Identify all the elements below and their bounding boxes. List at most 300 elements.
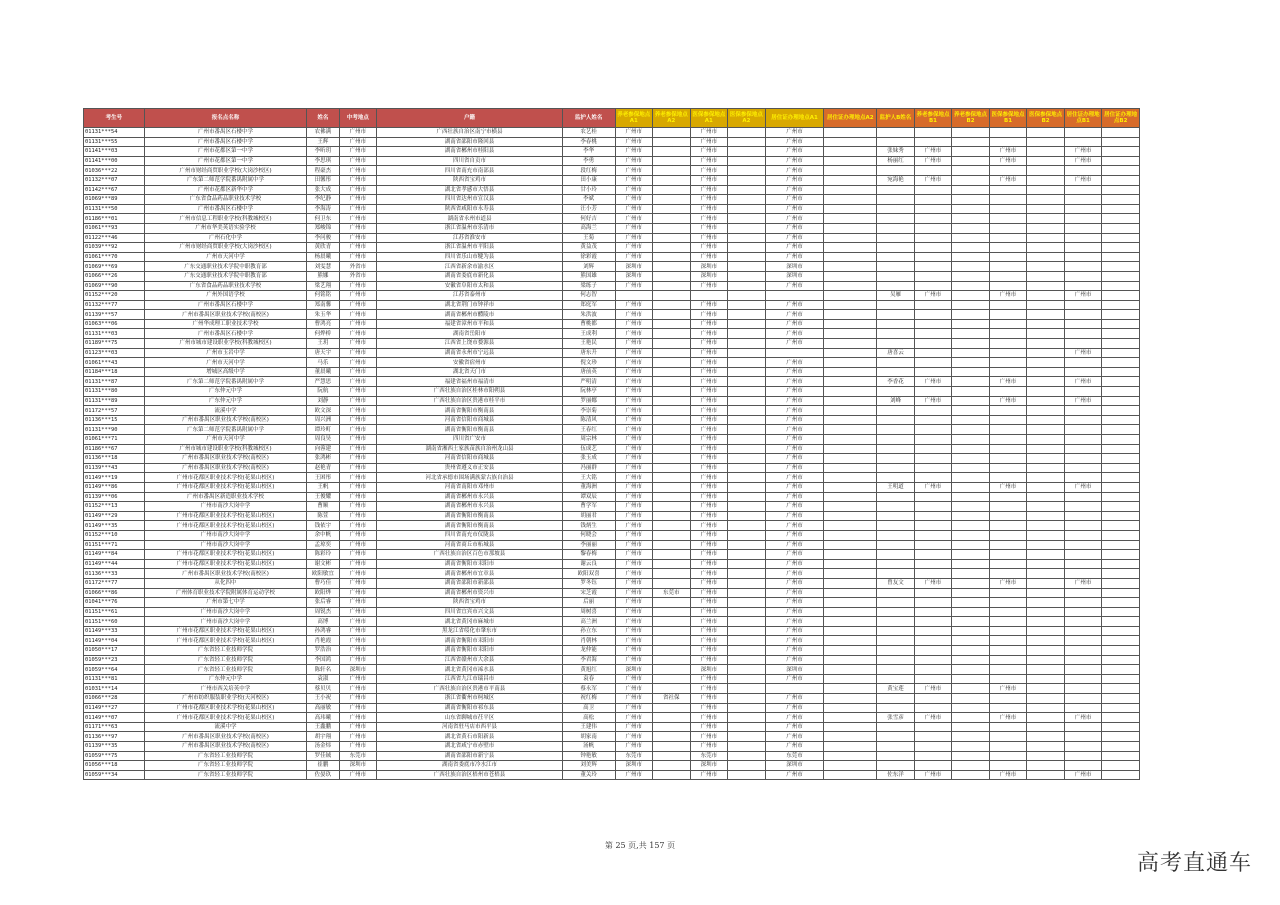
table-cell bbox=[728, 684, 766, 694]
table-cell: 湖北省天门市 bbox=[377, 367, 563, 377]
table-cell: 广州市花都区第一中学 bbox=[144, 147, 306, 157]
table-cell: 广州市 bbox=[989, 578, 1027, 588]
table-cell: 刘美辉 bbox=[562, 761, 615, 771]
table-cell: 广州市 bbox=[765, 310, 824, 320]
table-cell bbox=[914, 415, 952, 425]
table-cell bbox=[728, 761, 766, 771]
table-cell bbox=[653, 674, 691, 684]
table-cell: 广州市 bbox=[615, 406, 653, 416]
table-cell: 贵州省遵义市正安县 bbox=[377, 463, 563, 473]
table-cell: 广州市 bbox=[765, 521, 824, 531]
table-row bbox=[84, 137, 1140, 147]
table-cell: 王俊耀 bbox=[307, 492, 339, 502]
table-cell bbox=[653, 243, 691, 253]
table-cell bbox=[1102, 377, 1140, 387]
table-row bbox=[84, 243, 1140, 253]
col-header: 养老参保地点A1 bbox=[615, 109, 653, 128]
table-cell: 01056***18 bbox=[84, 761, 145, 771]
table-cell bbox=[728, 214, 766, 224]
table-cell: 01149***86 bbox=[84, 482, 145, 492]
table-cell: 广州市 bbox=[765, 636, 824, 646]
table-cell: 广州市 bbox=[690, 435, 728, 445]
table-cell bbox=[824, 655, 877, 665]
col-header: 养老参保地点B2 bbox=[952, 109, 990, 128]
table-cell bbox=[728, 329, 766, 339]
table-cell bbox=[824, 310, 877, 320]
table-cell: 湖南省湘西土家族苗族自治州龙山县 bbox=[377, 444, 563, 454]
table-cell bbox=[1064, 511, 1102, 521]
table-cell bbox=[989, 607, 1027, 617]
table-cell bbox=[952, 271, 990, 281]
table-cell: 广州市花都区职业技术学校(花果山校区) bbox=[144, 521, 306, 531]
table-cell: 袁淑 bbox=[307, 674, 339, 684]
table-cell bbox=[1102, 588, 1140, 598]
table-cell: 01139***57 bbox=[84, 310, 145, 320]
col-header: 居住证办理地点B2 bbox=[1102, 109, 1140, 128]
table-cell: 01066***86 bbox=[84, 588, 145, 598]
table-cell: 广州市 bbox=[765, 300, 824, 310]
table-row bbox=[84, 521, 1140, 531]
table-cell: 何卫东 bbox=[307, 214, 339, 224]
table-cell: 刘峰 bbox=[877, 396, 915, 406]
table-cell bbox=[989, 732, 1027, 742]
table-cell: 01131***80 bbox=[84, 387, 145, 397]
table-cell: 广州市 bbox=[339, 511, 377, 521]
table-cell: 广州市番禺区石楼中学 bbox=[144, 128, 306, 138]
table-cell: 深圳市 bbox=[765, 271, 824, 281]
table-cell bbox=[824, 425, 877, 435]
table-cell bbox=[728, 482, 766, 492]
table-cell: 湖南省衡阳市衡南县 bbox=[377, 511, 563, 521]
table-cell bbox=[952, 742, 990, 752]
table-cell: 谭玲町 bbox=[307, 425, 339, 435]
table-cell: 广州市 bbox=[765, 406, 824, 416]
table-cell bbox=[1102, 684, 1140, 694]
table-cell bbox=[914, 243, 952, 253]
table-cell bbox=[952, 204, 990, 214]
table-cell bbox=[989, 415, 1027, 425]
table-cell bbox=[1064, 463, 1102, 473]
table-cell: 广州市番禺区职业技术学校(南校区) bbox=[144, 742, 306, 752]
table-cell bbox=[989, 636, 1027, 646]
table-cell bbox=[952, 348, 990, 358]
table-cell: 01184***18 bbox=[84, 367, 145, 377]
table-cell bbox=[1027, 156, 1065, 166]
table-cell: 广州市 bbox=[339, 339, 377, 349]
table-cell bbox=[1064, 425, 1102, 435]
table-cell bbox=[914, 252, 952, 262]
table-cell: 广州市 bbox=[615, 588, 653, 598]
table-cell: 广州市 bbox=[765, 377, 824, 387]
table-cell bbox=[1102, 425, 1140, 435]
table-cell bbox=[653, 684, 691, 694]
table-cell bbox=[952, 713, 990, 723]
table-cell bbox=[952, 569, 990, 579]
table-cell bbox=[914, 550, 952, 560]
table-cell: 唐天宇 bbox=[307, 348, 339, 358]
table-cell: 广州市 bbox=[690, 578, 728, 588]
table-cell: 01149***27 bbox=[84, 703, 145, 713]
table-cell bbox=[824, 713, 877, 723]
table-cell bbox=[653, 482, 691, 492]
table-cell: 广州市 bbox=[615, 482, 653, 492]
table-row bbox=[84, 310, 1140, 320]
table-cell bbox=[1064, 262, 1102, 272]
table-cell bbox=[952, 166, 990, 176]
table-cell: 朱洪波 bbox=[562, 310, 615, 320]
table-cell: 广州市 bbox=[339, 636, 377, 646]
table-cell: 罗浩治 bbox=[307, 646, 339, 656]
table-cell bbox=[914, 751, 952, 761]
table-cell: 广州市 bbox=[765, 281, 824, 291]
table-cell bbox=[989, 319, 1027, 329]
table-cell bbox=[824, 300, 877, 310]
table-row bbox=[84, 233, 1140, 243]
table-cell: 四川省广安市 bbox=[377, 435, 563, 445]
table-cell bbox=[728, 578, 766, 588]
table-cell bbox=[824, 348, 877, 358]
table-cell: 王鑫鹏 bbox=[307, 722, 339, 732]
table-cell: 广州市 bbox=[690, 742, 728, 752]
table-cell bbox=[877, 722, 915, 732]
col-header: 养老参保地点B1 bbox=[914, 109, 952, 128]
table-cell bbox=[1102, 607, 1140, 617]
table-cell bbox=[1027, 482, 1065, 492]
table-cell bbox=[824, 128, 877, 138]
table-cell: 浙江省温州市乐清市 bbox=[377, 223, 563, 233]
table-cell bbox=[914, 511, 952, 521]
table-cell bbox=[1027, 367, 1065, 377]
table-cell bbox=[728, 588, 766, 598]
table-cell: 广西壮族自治区梧州市苍梧县 bbox=[377, 770, 563, 780]
table-cell: 01139***06 bbox=[84, 492, 145, 502]
table-cell bbox=[728, 569, 766, 579]
table-cell bbox=[1064, 358, 1102, 368]
table-cell: 湖北省孝感市大悟县 bbox=[377, 185, 563, 195]
table-cell: 01066***26 bbox=[84, 271, 145, 281]
table-cell: 东莞市 bbox=[615, 751, 653, 761]
table-row bbox=[84, 607, 1140, 617]
table-cell bbox=[914, 732, 952, 742]
table-cell: 湖南省郴州市永兴县 bbox=[377, 492, 563, 502]
table-cell bbox=[728, 262, 766, 272]
table-cell bbox=[1027, 137, 1065, 147]
table-row bbox=[84, 463, 1140, 473]
table-cell: 广州市 bbox=[989, 713, 1027, 723]
table-cell bbox=[653, 147, 691, 157]
table-cell: 广州市 bbox=[765, 396, 824, 406]
table-cell bbox=[952, 281, 990, 291]
table-cell: 广州外国语学校 bbox=[144, 291, 306, 301]
table-cell bbox=[989, 492, 1027, 502]
table-cell bbox=[728, 271, 766, 281]
table-cell: 广州市 bbox=[690, 425, 728, 435]
table-cell: 安徽省阜阳市太和县 bbox=[377, 281, 563, 291]
table-cell bbox=[952, 482, 990, 492]
table-cell bbox=[690, 291, 728, 301]
table-cell: 李昕玥 bbox=[307, 147, 339, 157]
table-cell bbox=[877, 761, 915, 771]
table-cell: 广州市 bbox=[690, 387, 728, 397]
table-cell: 广州市华美英语实验学校 bbox=[144, 223, 306, 233]
table-cell bbox=[1102, 473, 1140, 483]
table-cell: 广州市 bbox=[339, 646, 377, 656]
table-cell bbox=[1064, 588, 1102, 598]
table-cell: 01061***71 bbox=[84, 435, 145, 445]
table-cell bbox=[914, 271, 952, 281]
table-cell: 广州市 bbox=[339, 156, 377, 166]
table-row bbox=[84, 252, 1140, 262]
table-cell bbox=[824, 271, 877, 281]
table-row bbox=[84, 550, 1140, 560]
table-cell: 汤帆 bbox=[562, 742, 615, 752]
table-cell bbox=[1027, 559, 1065, 569]
table-cell bbox=[952, 559, 990, 569]
table-cell bbox=[914, 204, 952, 214]
table-cell: 冯丽群 bbox=[562, 463, 615, 473]
table-cell bbox=[1027, 550, 1065, 560]
table-cell: 广州市 bbox=[690, 511, 728, 521]
table-cell: 广州市 bbox=[690, 636, 728, 646]
table-cell bbox=[952, 185, 990, 195]
table-cell bbox=[653, 128, 691, 138]
table-cell bbox=[952, 128, 990, 138]
table-row bbox=[84, 377, 1140, 387]
table-cell: 湖南省衡阳市耒阳市 bbox=[377, 559, 563, 569]
table-cell: 广州市 bbox=[615, 521, 653, 531]
table-cell bbox=[1064, 300, 1102, 310]
table-cell bbox=[1064, 128, 1102, 138]
table-cell bbox=[653, 185, 691, 195]
table-cell bbox=[952, 425, 990, 435]
table-cell: 广州市 bbox=[690, 367, 728, 377]
table-cell bbox=[1064, 559, 1102, 569]
table-cell: 李纪静 bbox=[307, 195, 339, 205]
table-cell bbox=[824, 396, 877, 406]
table-cell: 广州市花都区职业技术学校(花果山校区) bbox=[144, 626, 306, 636]
table-cell: 广州市 bbox=[615, 185, 653, 195]
table-cell bbox=[728, 636, 766, 646]
table-cell: 广州市 bbox=[690, 530, 728, 540]
col-header: 居住证办理地点B1 bbox=[1064, 109, 1102, 128]
table-cell: 广州市 bbox=[615, 770, 653, 780]
table-cell bbox=[1027, 262, 1065, 272]
table-cell bbox=[824, 175, 877, 185]
table-cell bbox=[1027, 233, 1065, 243]
table-cell bbox=[952, 703, 990, 713]
table-cell bbox=[989, 358, 1027, 368]
table-cell bbox=[989, 655, 1027, 665]
table-cell: 广州市 bbox=[615, 319, 653, 329]
table-cell: 李春桃 bbox=[562, 137, 615, 147]
table-cell bbox=[1102, 396, 1140, 406]
table-cell bbox=[1064, 195, 1102, 205]
table-cell bbox=[653, 617, 691, 627]
table-cell bbox=[1102, 204, 1140, 214]
table-cell bbox=[914, 358, 952, 368]
table-cell bbox=[1027, 626, 1065, 636]
table-cell bbox=[877, 252, 915, 262]
table-cell: 流溪中学 bbox=[144, 722, 306, 732]
table-cell: 广州市 bbox=[615, 310, 653, 320]
table-row bbox=[84, 598, 1140, 608]
table-cell bbox=[952, 521, 990, 531]
table-cell: 袁春 bbox=[562, 674, 615, 684]
table-cell: 深圳市 bbox=[615, 761, 653, 771]
table-cell: 广州市纺织服装职业学校(天河校区) bbox=[144, 694, 306, 704]
table-cell bbox=[728, 387, 766, 397]
table-cell bbox=[1027, 511, 1065, 521]
col-header: 医保参保地点B2 bbox=[1027, 109, 1065, 128]
table-cell: 广州市 bbox=[765, 329, 824, 339]
table-cell: 广州市 bbox=[765, 233, 824, 243]
table-cell bbox=[824, 665, 877, 675]
table-cell bbox=[1102, 300, 1140, 310]
table-cell bbox=[728, 511, 766, 521]
table-cell: 广州市 bbox=[765, 770, 824, 780]
table-cell bbox=[952, 540, 990, 550]
table-row bbox=[84, 281, 1140, 291]
table-cell: 广州市 bbox=[615, 396, 653, 406]
table-cell bbox=[824, 511, 877, 521]
table-row bbox=[84, 770, 1140, 780]
table-cell bbox=[728, 655, 766, 665]
table-cell: 广州市 bbox=[615, 559, 653, 569]
table-cell bbox=[824, 444, 877, 454]
table-cell: 广州市 bbox=[615, 367, 653, 377]
table-cell: 何铭铭 bbox=[307, 291, 339, 301]
table-cell: 广州市 bbox=[690, 281, 728, 291]
table-cell: 福建省福州市福清市 bbox=[377, 377, 563, 387]
table-cell: 广州市 bbox=[339, 770, 377, 780]
table-cell bbox=[989, 761, 1027, 771]
table-cell bbox=[728, 339, 766, 349]
table-cell bbox=[1102, 722, 1140, 732]
table-cell bbox=[653, 271, 691, 281]
table-cell bbox=[728, 291, 766, 301]
table-cell bbox=[989, 262, 1027, 272]
table-cell bbox=[1064, 214, 1102, 224]
table-cell: 广州市 bbox=[765, 732, 824, 742]
table-cell bbox=[653, 204, 691, 214]
table-cell: 01152***13 bbox=[84, 502, 145, 512]
table-cell: 广州市城市建设职业学校(科教城校区) bbox=[144, 339, 306, 349]
table-cell: 广州市 bbox=[690, 540, 728, 550]
table-cell: 广州市 bbox=[765, 243, 824, 253]
table-row bbox=[84, 415, 1140, 425]
table-cell: 广州市 bbox=[615, 444, 653, 454]
table-cell: 01139***43 bbox=[84, 463, 145, 473]
table-cell: 曹鸿亮 bbox=[307, 319, 339, 329]
table-cell bbox=[1027, 166, 1065, 176]
table-cell bbox=[728, 559, 766, 569]
table-cell: 谢文彬 bbox=[307, 559, 339, 569]
table-cell bbox=[952, 530, 990, 540]
table-cell: 广州市 bbox=[989, 396, 1027, 406]
table-cell: 张大成 bbox=[307, 185, 339, 195]
table-cell bbox=[952, 655, 990, 665]
table-cell: 广州市 bbox=[615, 530, 653, 540]
table-cell: 从化四中 bbox=[144, 578, 306, 588]
table-cell bbox=[914, 406, 952, 416]
table-cell bbox=[1027, 463, 1065, 473]
table-cell bbox=[877, 607, 915, 617]
table-cell: 广州市 bbox=[615, 626, 653, 636]
table-cell bbox=[1102, 540, 1140, 550]
table-cell: 广州市 bbox=[690, 492, 728, 502]
table-cell: 广州市花都区职业技术学校(花果山校区) bbox=[144, 713, 306, 723]
table-cell bbox=[728, 147, 766, 157]
table-cell: 广西壮族自治区南宁市横县 bbox=[377, 128, 563, 138]
table-cell bbox=[728, 223, 766, 233]
table-cell: 湖南省邵阳市新宁县 bbox=[377, 751, 563, 761]
table-row bbox=[84, 156, 1140, 166]
table-cell: 刘辉 bbox=[562, 262, 615, 272]
table-cell bbox=[877, 233, 915, 243]
table-cell bbox=[728, 617, 766, 627]
table-cell bbox=[728, 195, 766, 205]
table-cell bbox=[1027, 243, 1065, 253]
table-cell: 深圳市 bbox=[690, 262, 728, 272]
table-cell: 广州市 bbox=[690, 521, 728, 531]
table-cell bbox=[1027, 521, 1065, 531]
table-cell: 广州市 bbox=[339, 626, 377, 636]
table-cell bbox=[1027, 530, 1065, 540]
table-cell: 深圳市 bbox=[615, 665, 653, 675]
table-cell bbox=[728, 540, 766, 550]
table-row bbox=[84, 271, 1140, 281]
table-cell bbox=[952, 463, 990, 473]
table-cell bbox=[653, 339, 691, 349]
table-cell: 曹学军 bbox=[562, 502, 615, 512]
table-cell: 广州市 bbox=[765, 569, 824, 579]
table-cell bbox=[1064, 684, 1102, 694]
table-cell bbox=[1027, 425, 1065, 435]
table-cell: 广州市 bbox=[615, 694, 653, 704]
table-cell: 李崇菊 bbox=[562, 406, 615, 416]
table-cell: 01149***35 bbox=[84, 521, 145, 531]
table-cell bbox=[1027, 607, 1065, 617]
table-cell bbox=[1102, 175, 1140, 185]
table-cell: 广州市 bbox=[615, 454, 653, 464]
table-cell bbox=[1027, 175, 1065, 185]
table-cell bbox=[728, 185, 766, 195]
table-cell bbox=[653, 751, 691, 761]
table-cell: 广州市 bbox=[690, 233, 728, 243]
table-cell bbox=[989, 530, 1027, 540]
table-cell bbox=[653, 406, 691, 416]
table-cell: 广州市番禺区石楼中学 bbox=[144, 137, 306, 147]
table-cell: 高卫 bbox=[562, 703, 615, 713]
table-cell bbox=[877, 617, 915, 627]
table-cell bbox=[824, 387, 877, 397]
table-cell: 农艺桂 bbox=[562, 128, 615, 138]
table-cell: 广州市 bbox=[615, 387, 653, 397]
table-row bbox=[84, 646, 1140, 656]
table-cell: 广州市 bbox=[339, 655, 377, 665]
table-cell bbox=[653, 598, 691, 608]
table-cell: 广东省轻工业技师学院 bbox=[144, 665, 306, 675]
table-cell: 广州市 bbox=[615, 137, 653, 147]
table-cell bbox=[653, 550, 691, 560]
table-cell bbox=[824, 636, 877, 646]
table-cell bbox=[1027, 291, 1065, 301]
table-cell bbox=[728, 358, 766, 368]
table-row bbox=[84, 300, 1140, 310]
table-cell bbox=[877, 665, 915, 675]
table-cell bbox=[1102, 147, 1140, 157]
table-cell: 龙仲能 bbox=[562, 646, 615, 656]
